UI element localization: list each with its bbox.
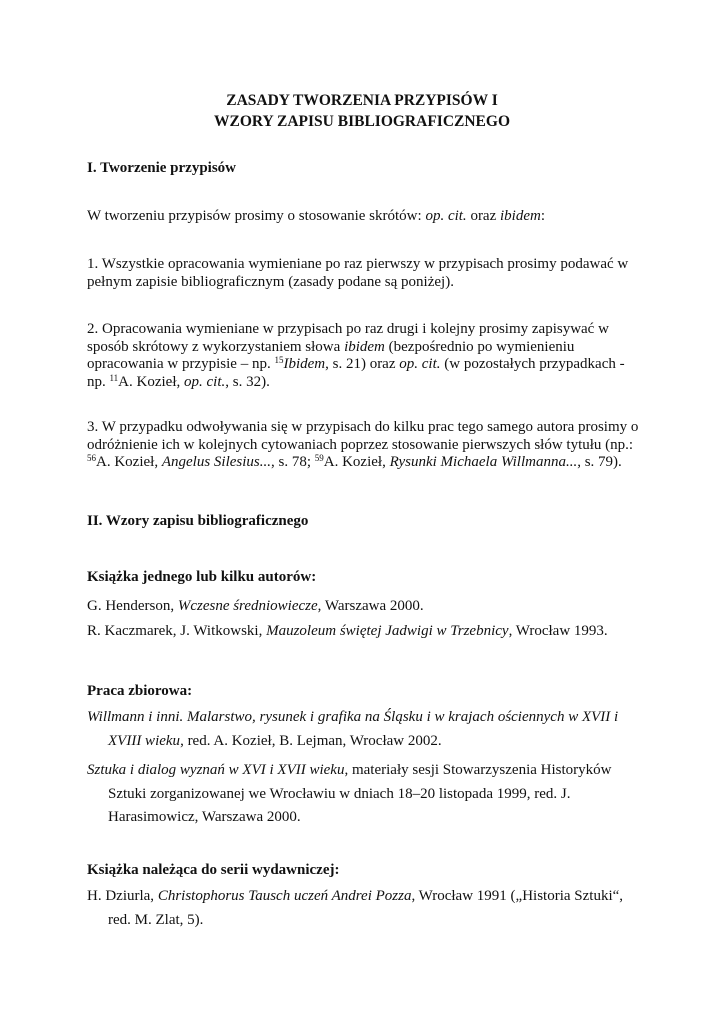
collective-entry-1: Willmann i inni. Malarstwo, rysunek i grafika na Śląsku i w krajach ościennych w XVII i XVIII wieku, red. A. Kozieł, B. Lejman, Wrocław 2002.	[87, 709, 619, 749]
collective-heading: Praca zbiorowa:	[87, 683, 193, 699]
collective-entry-2: Sztuka i dialog wyznań w XVI i XVII wieku, materiały sesji Stowarzyszenia Historyków Sztuki zorganizowanej we Wrocławiu w dniach 18–20 listopada 1999, red. J. Harasimowicz, Warszawa 2000.	[87, 762, 612, 825]
document-title	[0, 90, 724, 132]
section-1-heading: I. Tworzenie przypisów	[87, 160, 237, 176]
rule-3-paragraph: 3. W przypadku odwoływania się w przypisach do kilku prac tego samego autora prosimy o odróżnienie ich w kolejnych cytowaniach poprzez stosowanie pierwszych słów tytułu (np.: $^{56}$A. Kozieł, Angelus Silesius..., s. 78; $^{59}$A. Kozieł, Rysunki Michaela Willmanna..., s. 79).	[87, 419, 639, 470]
series-entry-1: H. Dziurla, Christophorus Tausch uczeń Andrei Pozza, Wrocław 1991 („Historia Sztuki“, red. M. Zlat, 5).	[87, 888, 624, 928]
title-line-1: ZASADY TWORZENIA PRZYPISÓW I	[226, 92, 498, 109]
book-entry-2: R. Kaczmarek, J. Witkowski, Mauzoleum świętej Jadwigi w Trzebnicy, Wrocław 1993.	[87, 623, 608, 639]
rule-1-paragraph: 1. Wszystkie opracowania wymieniane po raz pierwszy w przypisach prosimy podawać w pełnym zapisie bibliograficznym (zasady podane są poniżej).	[87, 256, 629, 290]
books-heading: Książka jednego lub kilku autorów:	[87, 569, 317, 585]
book-entry-1: G. Henderson, Wczesne średniowiecze, Warszawa 2000.	[87, 598, 424, 614]
rule-2-paragraph: 2. Opracowania wymieniane w przypisach po raz drugi i kolejny prosimy zapisywać w sposób skrótowy z wykorzystaniem słowa ibidem (bezpośrednio po wymienieniu opracowania w przypisie – np. $^{15}$Ibidem, s. 21) oraz op. cit. (w pozostałych przypadkach - np. $^{11}$A. Kozieł, op. cit., s. 32).	[87, 321, 625, 390]
intro-paragraph: W tworzeniu przypisów prosimy o stosowanie skrótów: op. cit. oraz ibidem:	[87, 208, 545, 224]
series-heading: Książka należąca do serii wydawniczej:	[87, 862, 340, 878]
section-2-heading: II. Wzory zapisu bibliograficznego	[87, 513, 309, 529]
title-line-2: WZORY ZAPISU BIBLIOGRAFICZNEGO	[213, 113, 510, 130]
